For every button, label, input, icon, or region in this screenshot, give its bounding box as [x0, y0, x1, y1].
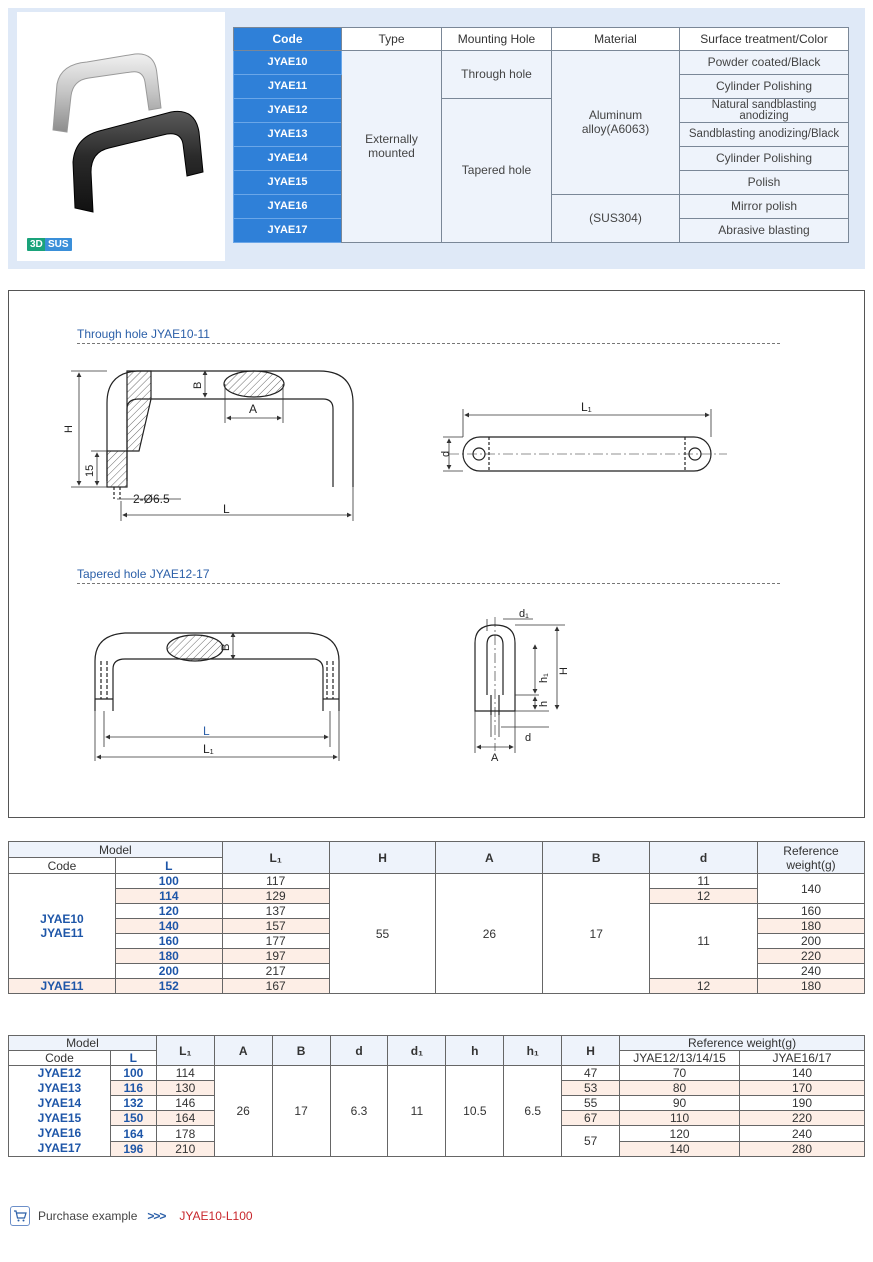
spec-code-cell: JYAE17	[234, 219, 342, 243]
dim-h-label: h	[538, 700, 550, 707]
t1-header-weight	[757, 842, 864, 874]
dim-holes-label: 2-Ø6.5	[133, 492, 170, 506]
t2-cell-L1: 130	[156, 1081, 214, 1096]
t1-header-d: d	[650, 842, 758, 874]
dim-d-label: d	[440, 450, 452, 457]
t2-code: JYAE14	[37, 1096, 82, 1110]
spec-type-text: Externally mounted	[365, 131, 418, 160]
spec-table	[233, 27, 849, 243]
t2-cell-h: 10.5	[446, 1066, 504, 1157]
dim-d-side-label: d	[525, 732, 532, 744]
t2-cell-w1: 110	[620, 1111, 740, 1126]
t2-header-h1: h₁	[504, 1036, 562, 1066]
t2-code: JYAE15	[37, 1111, 82, 1125]
t2-cell-L: 196	[110, 1142, 156, 1157]
t1-weight-label: Reference weight	[783, 843, 839, 872]
spec-code-cell: JYAE11	[234, 75, 342, 99]
t1-code-b: JYAE11	[40, 926, 84, 940]
t1-header-code: Code	[9, 858, 116, 874]
dim-h1-label: h₁	[538, 673, 550, 683]
t1-cell-weight: 180	[757, 919, 864, 934]
spec-header-surface: Surface treatment/Color	[680, 28, 849, 51]
t1-header-L1: L₁	[222, 842, 329, 874]
spec-surface-cell: Abrasive blasting	[680, 219, 849, 243]
t1-cell-d-mid: 11	[650, 904, 758, 979]
purchase-label: Purchase example	[38, 1209, 138, 1223]
spec-surface-cell: Sandblasting anodizing/Black	[680, 123, 849, 147]
tapered-hole-front-view	[95, 633, 339, 711]
t2-header-H: H	[562, 1036, 620, 1066]
t1-cell-weight: 220	[757, 949, 864, 964]
t1-cell-weight: 160	[757, 904, 864, 919]
t1-cell-L1: 167	[222, 979, 329, 994]
t1-header-L: L	[115, 858, 222, 874]
t2-cell-L1: 164	[156, 1111, 214, 1126]
dimension-table-through	[8, 841, 865, 994]
t2-cell-w1: 140	[620, 1142, 740, 1157]
dim-d1-label: d₁	[519, 608, 529, 620]
t2-cell-d1: 11	[388, 1066, 446, 1157]
dim-H-side-label: H	[558, 667, 570, 675]
badge-sus: SUS	[45, 238, 72, 251]
spec-header-code: Code	[234, 28, 342, 51]
t2-cell-A: 26	[214, 1066, 272, 1157]
spec-code-cell: JYAE13	[234, 123, 342, 147]
t2-header-wcol1: JYAE12/13/14/15	[620, 1051, 740, 1066]
t2-header-d: d	[330, 1036, 388, 1066]
dimension-drawings	[9, 291, 864, 817]
t2-cell-L1: 146	[156, 1096, 214, 1111]
spec-mounting-through: Through hole	[442, 51, 552, 99]
spec-code-cell: JYAE12	[234, 99, 342, 123]
t2-code: JYAE17	[37, 1141, 82, 1155]
t2-header-d1: d₁	[388, 1036, 446, 1066]
t1-cell-A: 26	[436, 874, 543, 994]
cart-icon[interactable]	[10, 1206, 30, 1226]
chevrons-right-icon: >>>	[147, 1209, 166, 1223]
t2-cell-d: 6.3	[330, 1066, 388, 1157]
t2-cell-L: 116	[110, 1081, 156, 1096]
t2-weight-label: Reference weight	[688, 1036, 782, 1050]
t2-header-L1: L₁	[156, 1036, 214, 1066]
t2-cell-H: 55	[562, 1096, 620, 1111]
tapered-hole-title: Tapered hole JYAE12-17	[77, 567, 210, 581]
through-hole-top-dimensions	[443, 409, 711, 471]
t2-code: JYAE12	[37, 1066, 82, 1080]
t2-cell-L: 132	[110, 1096, 156, 1111]
dimension-table-tapered	[8, 1035, 865, 1157]
spec-code-cell: JYAE16	[234, 195, 342, 219]
dim-L-tapered-label: L	[203, 724, 210, 738]
t2-cell-w2: 190	[740, 1096, 865, 1111]
t2-header-weight	[620, 1036, 865, 1051]
t1-cell-L: 140	[115, 919, 222, 934]
t2-code: JYAE16	[37, 1126, 82, 1140]
t2-header-h: h	[446, 1036, 504, 1066]
t1-cell-L: 180	[115, 949, 222, 964]
spec-surface-cell: Powder coated/Black	[680, 51, 849, 75]
t2-cell-w1: 70	[620, 1066, 740, 1081]
t1-cell-L1: 217	[222, 964, 329, 979]
t1-cell-L: 100	[115, 874, 222, 889]
dim-H-label: H	[63, 425, 75, 433]
t1-cell-d: 11	[650, 874, 758, 889]
t1-weight-unit: (g)	[821, 857, 836, 872]
dim-L1-tapered-label: L₁	[203, 742, 214, 756]
t1-cell-L: 152	[115, 979, 222, 994]
t1-cell-L1: 197	[222, 949, 329, 964]
t1-cell-weight: 240	[757, 964, 864, 979]
spec-material-aluminum	[552, 51, 680, 195]
t2-cell-L1: 178	[156, 1126, 214, 1142]
dim-B-label: B	[192, 381, 204, 389]
t2-cell-w2: 280	[740, 1142, 865, 1157]
spec-code-cell: JYAE14	[234, 147, 342, 171]
dim-L1-label: L₁	[581, 400, 592, 414]
spec-type-cell	[342, 51, 442, 243]
t2-cell-w2: 240	[740, 1126, 865, 1142]
t1-code-last: JYAE11	[9, 979, 116, 994]
spec-code-cell: JYAE10	[234, 51, 342, 75]
spec-code-cell: JYAE15	[234, 171, 342, 195]
t1-cell-d: 12	[650, 979, 758, 994]
t1-cell-H: 55	[329, 874, 436, 994]
spec-surface-cell	[680, 99, 849, 123]
t1-cell-L1: 117	[222, 874, 329, 889]
t1-code-group	[9, 874, 116, 979]
through-hole-title: Through hole JYAE10-11	[77, 327, 210, 341]
t1-cell-weight: 140	[757, 874, 864, 904]
t2-cell-L1: 210	[156, 1142, 214, 1157]
t2-cell-w1: 90	[620, 1096, 740, 1111]
t2-cell-L: 164	[110, 1126, 156, 1142]
t2-header-L: L	[110, 1051, 156, 1066]
dim-B-tapered-label: B	[220, 643, 232, 651]
t1-header-B: B	[543, 842, 650, 874]
t2-cell-L: 150	[110, 1111, 156, 1126]
t1-cell-L1: 137	[222, 904, 329, 919]
t2-cell-H: 67	[562, 1111, 620, 1126]
dim-A-label: A	[249, 402, 258, 416]
spec-header-mounting: Mounting Hole	[442, 28, 552, 51]
t1-cell-L1: 129	[222, 889, 329, 904]
badge-3d: 3D	[27, 238, 46, 251]
t1-cell-L: 160	[115, 934, 222, 949]
t2-cell-B: 17	[272, 1066, 330, 1157]
t2-code: JYAE13	[37, 1081, 82, 1095]
spec-header-type: Type	[342, 28, 442, 51]
t1-cell-L: 200	[115, 964, 222, 979]
through-hole-top-view	[449, 437, 727, 471]
t2-cell-w2: 220	[740, 1111, 865, 1126]
t2-cell-w2: 170	[740, 1081, 865, 1096]
t1-cell-d: 12	[650, 889, 758, 904]
through-hole-dimensions	[71, 371, 353, 521]
t2-cell-H: 47	[562, 1066, 620, 1081]
t2-weight-unit: (g)	[781, 1036, 797, 1050]
t1-cell-B: 17	[543, 874, 650, 994]
t2-cell-h1: 6.5	[504, 1066, 562, 1157]
spec-surface-cell: Mirror polish	[680, 195, 849, 219]
t2-cell-w1: 120	[620, 1126, 740, 1142]
spec-mounting-tapered: Tapered hole	[442, 99, 552, 243]
spec-header-material: Material	[552, 28, 680, 51]
dim-L-label: L	[223, 502, 230, 516]
t1-cell-L1: 177	[222, 934, 329, 949]
spec-material-aluminum-text: Aluminum alloy(A6063)	[581, 107, 650, 136]
t1-code-a: JYAE10	[40, 912, 84, 926]
t1-header-H: H	[329, 842, 436, 874]
t2-header-wcol2: JYAE16/17	[740, 1051, 865, 1066]
t2-cell-w1: 80	[620, 1081, 740, 1096]
cart-glyph-icon	[13, 1210, 27, 1222]
t2-header-model: Model	[9, 1036, 157, 1051]
t1-header-A: A	[436, 842, 543, 874]
technical-drawing-panel	[8, 290, 865, 818]
through-hole-front-view	[107, 371, 353, 499]
t1-cell-weight: 200	[757, 934, 864, 949]
product-photo	[17, 12, 225, 261]
t1-cell-L: 114	[115, 889, 222, 904]
t1-cell-L: 120	[115, 904, 222, 919]
t2-cell-H-last: 57	[562, 1126, 620, 1157]
spec-surface-cell: Cylinder Polishing	[680, 147, 849, 171]
purchase-example-code[interactable]: JYAE10-L100	[179, 1209, 253, 1223]
spec-surface-text: Natural sandblasting anodizing	[711, 98, 817, 122]
t1-cell-weight: 180	[757, 979, 864, 994]
spec-material-sus: (SUS304)	[552, 195, 680, 243]
spec-surface-cell: Polish	[680, 171, 849, 195]
dim-15-label: 15	[84, 464, 96, 477]
dim-A-side-label: A	[491, 752, 499, 764]
t1-header-model: Model	[9, 842, 223, 858]
t2-header-A: A	[214, 1036, 272, 1066]
t2-code-group	[9, 1066, 111, 1157]
t2-cell-w2: 140	[740, 1066, 865, 1081]
t2-cell-L1: 114	[156, 1066, 214, 1081]
t2-cell-L: 100	[110, 1066, 156, 1081]
handle-photo-icon	[17, 12, 225, 261]
purchase-example	[10, 1206, 253, 1226]
t2-cell-H: 53	[562, 1081, 620, 1096]
t1-cell-L1: 157	[222, 919, 329, 934]
t2-header-B: B	[272, 1036, 330, 1066]
t2-header-code: Code	[9, 1051, 111, 1066]
spec-surface-cell: Cylinder Polishing	[680, 75, 849, 99]
tapered-hole-side-view	[475, 617, 515, 751]
